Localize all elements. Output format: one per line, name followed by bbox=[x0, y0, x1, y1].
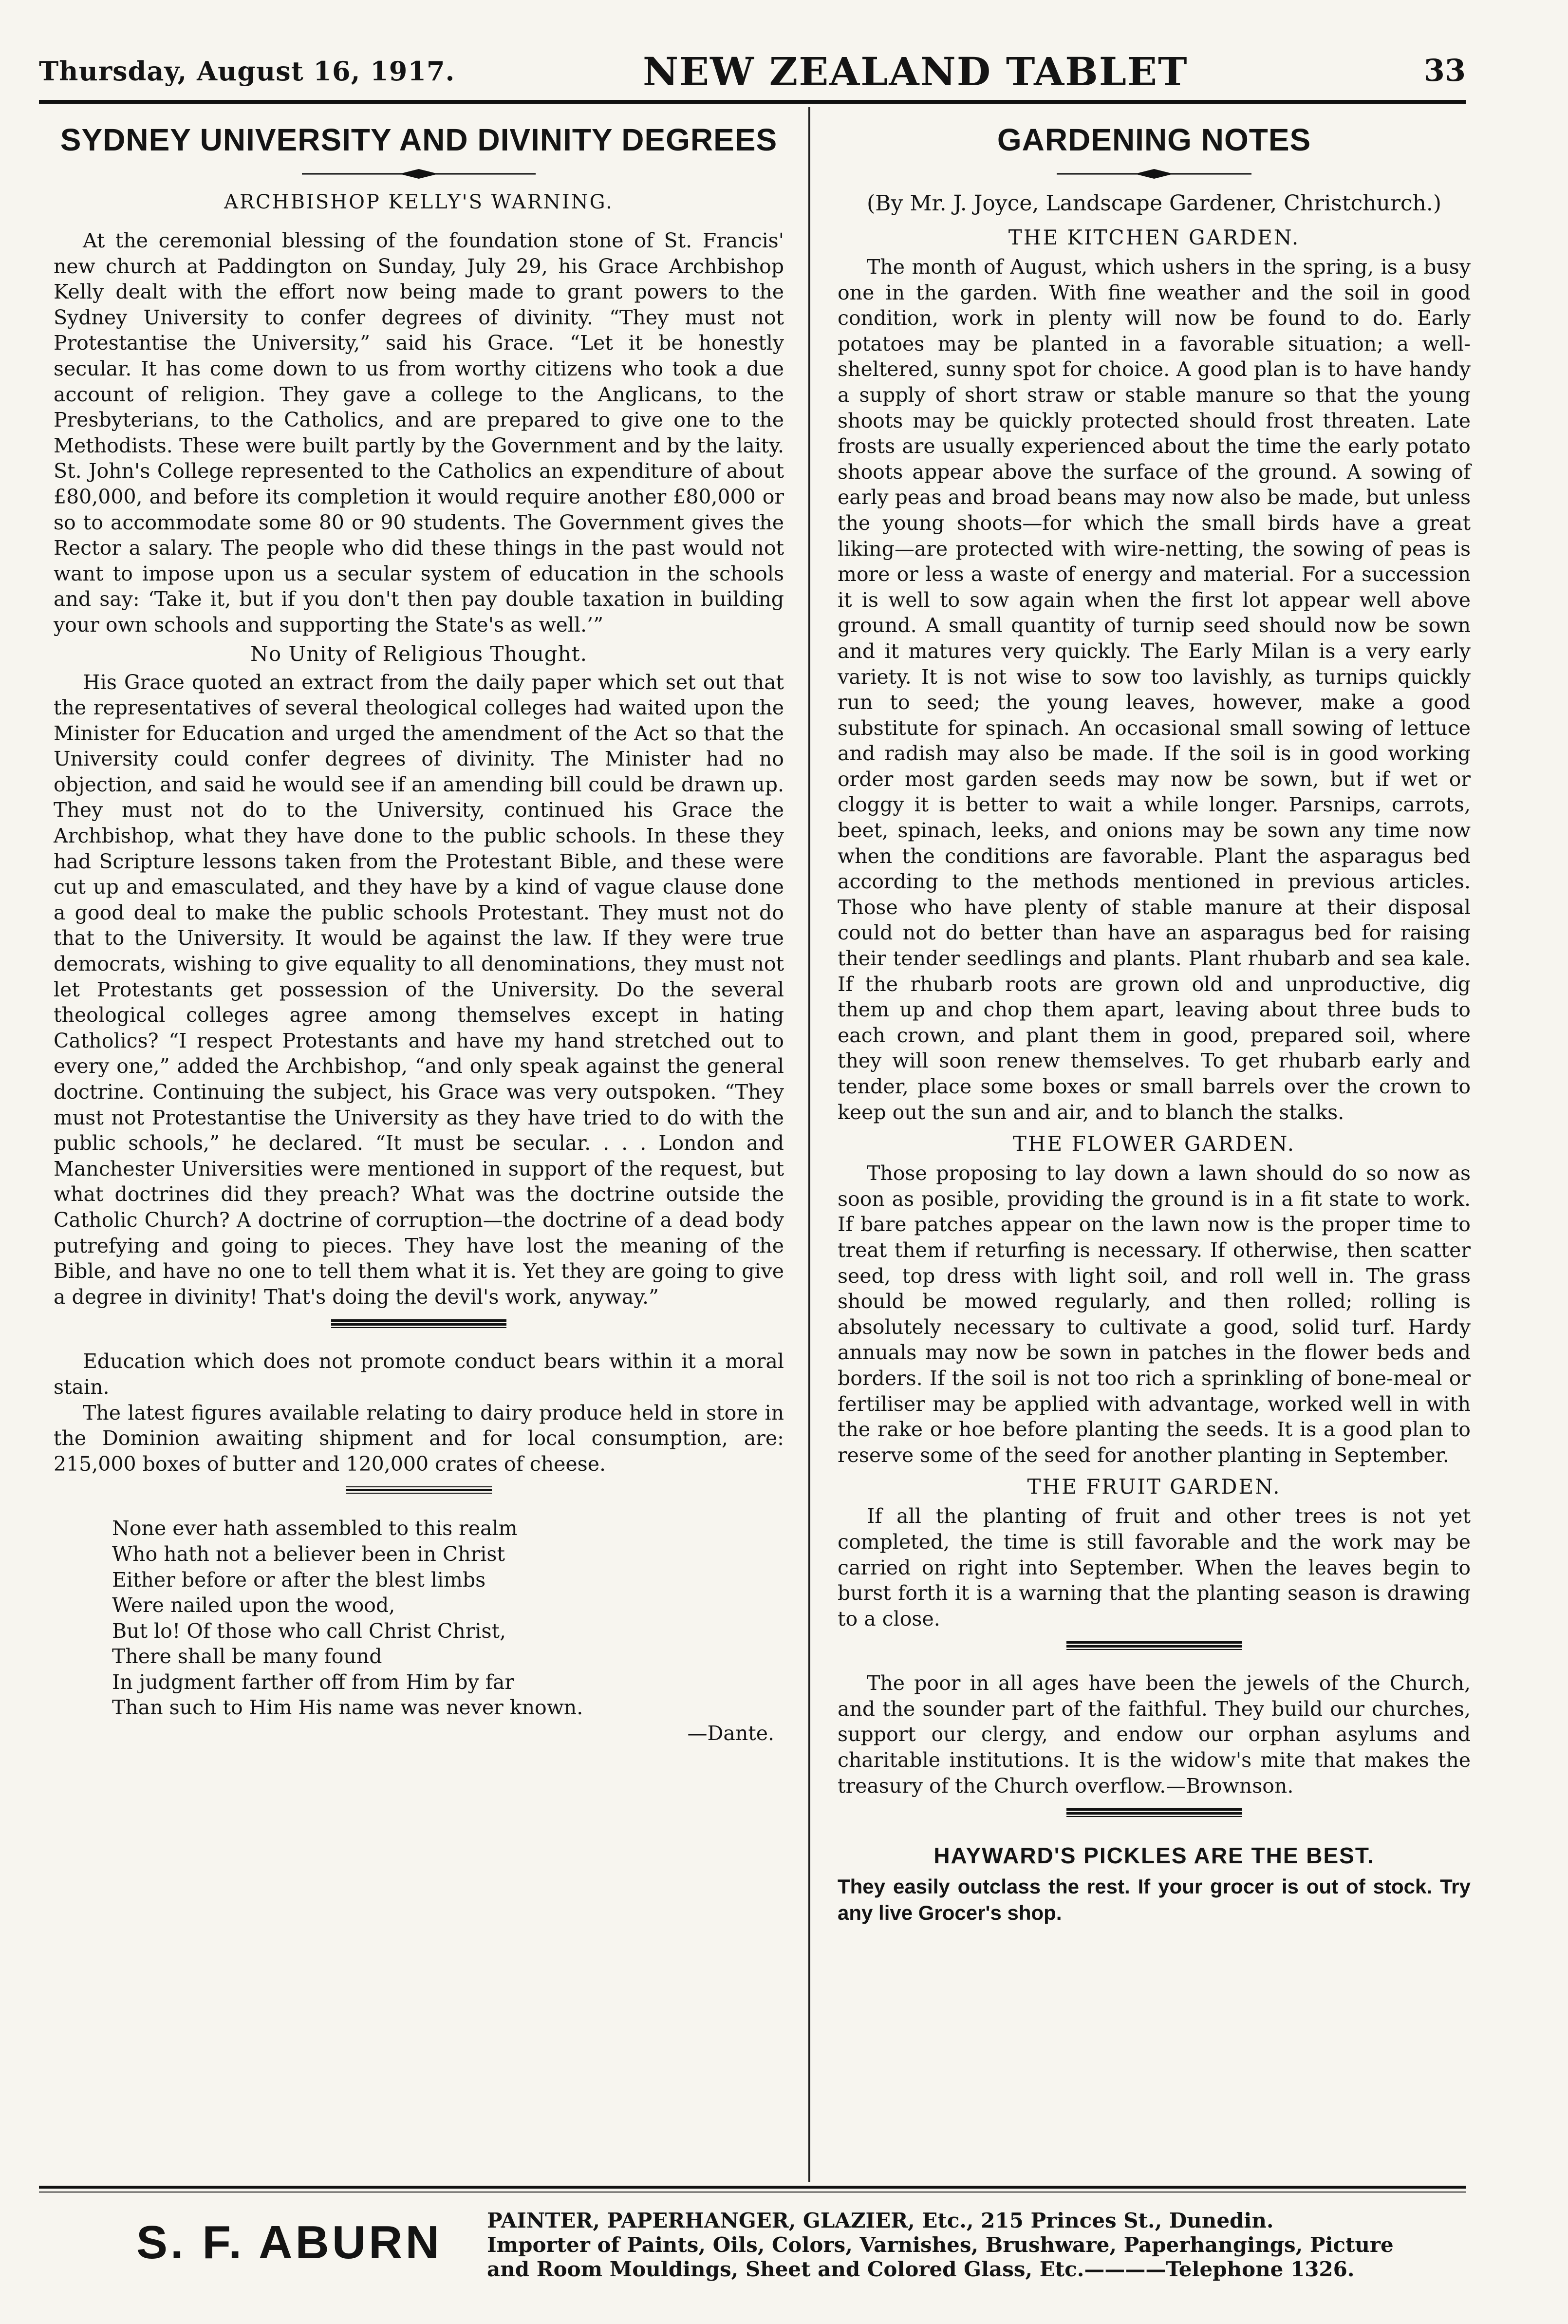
verse-line: But lo! Of those who call Christ Christ, bbox=[112, 1619, 506, 1643]
article-paragraph: Those proposing to lay down a lawn should do so now as soon as posible, providing the ground is in a fit state to work. If bare patches appear on the lawn now is the proper time to treat them if returfing is necessary. If otherwise, then scatter seed, top dress with light soil, and roll well in. The grass should be mowed regularly, and then rolled; rolling is absolutely necessary to cultivate a good, solid turf. Hardy annuals may now be sown in patches in the flower beds and borders. If the soil is not too rich a sprinkling of bone-meal or fertiliser may be applied with advantage, worked well in with the rake or hoe before planting the seeds. It is a good plan to reserve some of the seed for another planting in September. bbox=[838, 1162, 1471, 1467]
page-number: 33 bbox=[1423, 53, 1466, 88]
filler-paragraph: Education which does not promote conduct bears within it a moral stain. bbox=[54, 1349, 784, 1399]
ornament-rule-icon bbox=[302, 167, 536, 181]
article-paragraph: His Grace quoted an extract from the daily paper which set out that the representatives of several theological colleges had waited upon the Minister for Education and urged the amendment of the Act so that the University could confer degrees of divinity. The Minister had no objection, and said he would see if an amending bill could be drawn up. They must not do to the University, continued his Grace the Archbishop, what they have done to the public schools. In these they had Scripture lessons taken from the Protestant Bible, and these were cut up and emasculated, and they have by a kind of vague clause done a good deal to make the public schools Protestant. They must not do that to the University. It would be against the law. If they were true democrats, wishing to give equality to all denominations, they must not let Protestants get possession of the University. Do the several theological colleges agree among themselves except in hating Catholics? “I respect Protestants and have my hand stretched out to every one,” added the Archbishop, “and only speak against the general doctrine. Continuing the subject, his Grace was very outspoken. “They must not Protestantise the University as they have tried to do with the public schools,” he declared. “It must be secular. . . . London and Manchester Universities were mentioned in support of the request, but what doctrines did they preach? What was the doctrine outside the Catholic Church? A doctrine of corruption—the doctrine of a dead body putrefying and going to pieces. They have lost the meaning of the Bible, and have no one to tell them what it is. Yet they are going to give a degree in divinity! That's doing the devil's work, anyway.” bbox=[54, 670, 784, 1309]
verse-line: Either before or after the blest limbs bbox=[112, 1568, 486, 1592]
filler-paragraph: The latest figures available relating to dairy produce held in store in the Dominion awaiting shipment and for local consumption, are: 215,000 boxes of butter and 120,000 crates of cheese. bbox=[54, 1401, 784, 1476]
section-heading-flower: THE FLOWER GARDEN. bbox=[1012, 1132, 1296, 1156]
issue-date: Thursday, August 16, 1917. bbox=[39, 56, 455, 87]
article-paragraph: The month of August, which ushers in the spring, is a busy one in the garden. With fine weather and the soil in good condition, work in plenty will now be found to do. Early potatoes may be planted in a favorable situation; a well-sheltered, sunny spot for choice. A good plan is to have handy a supply of short straw or stable manure so that the young shoots may be quickly protected should frost threaten. Late frosts are usually experienced about the time the early potato shoots appear above the surface of the ground. A sowing of early peas and broad beans may now also be made, but unless the young shoots—for which the small birds have a great liking—are protected with wire-netting, the sowing of peas is more or less a waste of energy and material. For a succession it is well to sow again when the first lot appear well above ground. A small quantity of turnip seed should now be sown and it matures very quickly. The Early Milan is a very early variety. It is not wise to sow too lavishly, as turnips quickly run to seed; the young leaves, however, make a good substitute for spinach. An occasional small sowing of lettuce and radish may also be made. If the soil is in good working order most garden seeds may now be sown, but if wet or cloggy it is better to wait a while longer. Parsnips, carrots, beet, spinach, leeks, and onions may be sown any time now when the conditions are favorable. Plant the asparagus bed according to the methods mentioned in previous articles. Those who have plenty of stable manure at their disposal could not do better than have an asparagus bed for raising their tender seedlings and plants. Plant rhubarb and sea kale. If the rhubarb roots are grown old and unproductive, dig them up and chop them apart, leaving about three buds to each crown, and plant them in good, prepared soil, where they will soon renew themselves. To get rhubarb early and tender, place some boxes or small barrels over the crown to keep out the sun and air, and to blanch the stalks. bbox=[838, 255, 1471, 1124]
advertiser-details bbox=[487, 2209, 1394, 2282]
advert-line: and Room Mouldings, Sheet and Colored Glass, Etc.————Telephone 1326. bbox=[487, 2257, 1355, 2281]
section-divider bbox=[331, 1319, 506, 1339]
advert-line: PAINTER, PAPERHANGER, GLAZIER, Etc., 215 Princes St., Dunedin. bbox=[487, 2209, 1274, 2232]
column-divider bbox=[808, 107, 810, 2182]
verse-line: In judgment farther off from Him by far bbox=[112, 1670, 514, 1694]
poem-attribution: —Dante. bbox=[687, 1722, 774, 1745]
advert-line: Importer of Paints, Oils, Colors, Varnishes, Brushware, Paperhangings, Picture bbox=[487, 2233, 1394, 2257]
article-paragraph: If all the planting of fruit and other trees is not yet completed, the time is still favorable and the work may be carried on right into September. When the leaves begin to burst forth it is a warning that the planting season is drawing to a close. bbox=[838, 1504, 1471, 1631]
right-column bbox=[838, 122, 1471, 1926]
advert-text: They easily outclass the rest. If your grocer is out of stock. Try any live Grocer's shop. bbox=[838, 1875, 1471, 1925]
article-subhead: ARCHBISHOP KELLY'S WARNING. bbox=[224, 191, 614, 213]
masthead bbox=[39, 49, 1466, 102]
section-divider bbox=[346, 1486, 492, 1506]
bottom-advertisement bbox=[39, 2201, 1466, 2289]
verse-line: Were nailed upon the wood, bbox=[112, 1593, 395, 1617]
section-divider bbox=[1066, 1808, 1242, 1828]
section-divider bbox=[1066, 1641, 1242, 1661]
advertiser-name: S. F. ABURN bbox=[136, 2216, 442, 2268]
left-column bbox=[54, 122, 784, 1746]
advert-rule bbox=[39, 2186, 1466, 2189]
ornament-rule-icon bbox=[1037, 167, 1271, 181]
section-heading-fruit: THE FRUIT GARDEN. bbox=[1027, 1475, 1281, 1499]
verse-line: There shall be many found bbox=[112, 1645, 382, 1668]
article-inner-heading: No Unity of Religious Thought. bbox=[250, 641, 587, 666]
article-headline-gardening: GARDENING NOTES bbox=[997, 122, 1311, 157]
article-headline-divinity: SYDNEY UNIVERSITY AND DIVINITY DEGREES bbox=[60, 122, 778, 157]
masthead-rule bbox=[39, 100, 1466, 104]
verse-line: None ever hath assembled to this realm bbox=[112, 1517, 518, 1540]
publication-title: NEW ZEALAND TABLET bbox=[643, 49, 1188, 94]
poem-verse bbox=[112, 1516, 784, 1721]
verse-line: Than such to Him His name was never known. bbox=[112, 1696, 583, 1720]
advert-rule bbox=[39, 2192, 1466, 2193]
section-heading-kitchen: THE KITCHEN GARDEN. bbox=[1008, 225, 1300, 249]
advert-heading: HAYWARD'S PICKLES ARE THE BEST. bbox=[933, 1843, 1375, 1869]
article-byline: (By Mr. J. Joyce, Landscape Gardener, Christchurch.) bbox=[866, 191, 1442, 216]
filler-paragraph: The poor in all ages have been the jewels of the Church, and the sounder part of the faithful. They build our churches, support our clergy, and endow our orphan asylums and charitable institutions. It is the widow's mite that makes the treasury of the Church overflow.—Brownson. bbox=[838, 1671, 1471, 1798]
verse-line: Who hath not a believer been in Christ bbox=[112, 1542, 505, 1566]
article-paragraph: At the ceremonial blessing of the foundation stone of St. Francis' new church at Paddington on Sunday, July 29, his Grace Archbishop Kelly dealt with the effort now being made to grant powers to the Sydney University to confer degrees of divinity. “They must not Protestantise the University,” said his Grace. “Let it be honestly secular. It has come down to us from worthy citizens who took a due account of religion. They gave a college to the Anglicans, to the Presbyterians, to the Catholics, and are prepared to give one to the Methodists. These were built partly by the Government and by the laity. St. John's College represented to the Catholics an expenditure of about £80,000, and before its completion it would require another £80,000 or so to accommodate some 80 or 90 students. The Government gives the Rector a salary. The people who did these things in the past would not want to impose upon us a secular system of education in the schools and say: ‘Take it, but if you don't then pay double taxation in building your own schools and supporting the State's as well.’” bbox=[54, 229, 784, 637]
